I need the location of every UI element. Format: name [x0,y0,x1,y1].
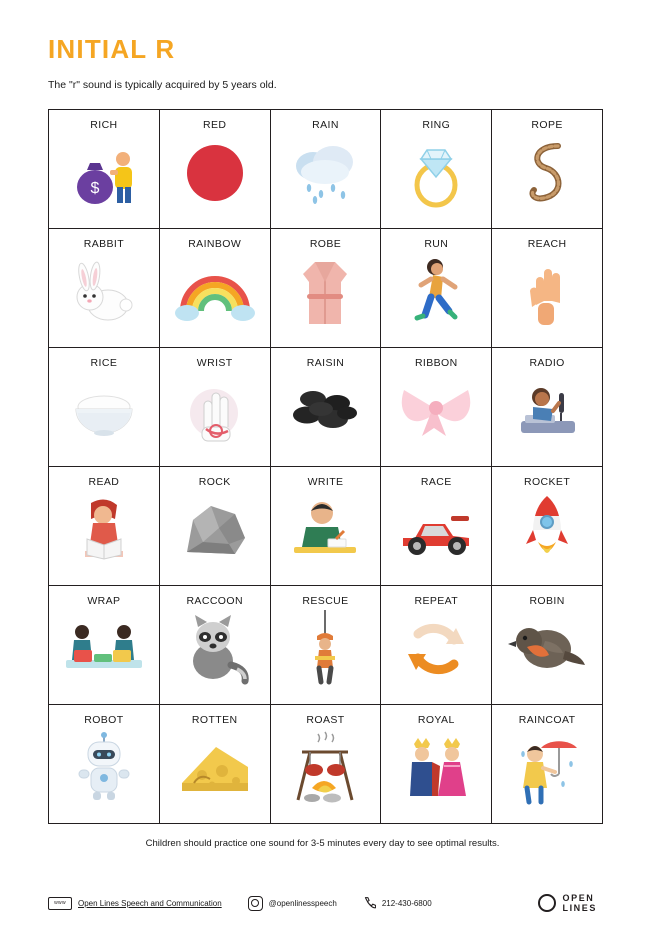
logo-circle-icon [538,894,556,912]
race-car-icon [381,488,491,572]
word-label: RESCUE [302,595,349,607]
table-row [49,348,603,467]
ribbon-bow-icon [381,369,491,453]
word-label: ROYAL [417,714,455,726]
rocket-icon [492,488,602,572]
grid-cell-race[interactable] [381,467,492,586]
svg-text:$: $ [90,180,100,197]
grid-cell-rotten[interactable] [159,705,270,824]
footer [48,893,597,913]
running-person-icon [381,250,491,334]
raincoat-child-icon [492,726,602,810]
gift-wrapping-icon [49,607,159,691]
word-label: REPEAT [414,595,459,607]
raccoon-icon [160,607,270,691]
grid-cell-write[interactable] [270,467,381,586]
rotten-cheese-icon [160,726,270,810]
table-row [49,586,603,705]
word-label: RACCOON [186,595,243,607]
grid-cell-run[interactable] [381,229,492,348]
grid-cell-rich[interactable] [49,110,160,229]
word-label: ROBIN [529,595,565,607]
grid-cell-wrist[interactable] [159,348,270,467]
grid-cell-rock[interactable] [159,467,270,586]
word-label: RICH [90,119,118,131]
logo-wordmark [562,893,597,913]
word-label: ROAST [306,714,345,726]
grid-cell-wrap[interactable] [49,586,160,705]
rainbow-icon [160,250,270,334]
word-label: RACE [420,476,452,488]
table-row [49,467,603,586]
website-contact[interactable] [48,897,222,910]
grid-cell-robin[interactable] [492,586,603,705]
phone-contact[interactable] [363,896,432,911]
grid-cell-radio[interactable] [492,348,603,467]
radio-broadcaster-icon [492,369,602,453]
roast-campfire-icon [271,726,381,810]
red-circle-icon [160,131,270,215]
word-label: RAINCOAT [518,714,576,726]
grid-cell-rice[interactable] [49,348,160,467]
word-label: RED [203,119,227,131]
diamond-ring-icon [381,131,491,215]
phone-number: 212-430-6800 [381,898,432,908]
word-label: REACH [527,238,567,250]
instagram-handle: @openlinesspeech [268,898,337,908]
grid-cell-raincoat[interactable] [492,705,603,824]
word-label: RAISIN [306,357,345,369]
grid-cell-robot[interactable] [49,705,160,824]
wrist-icon [160,369,270,453]
royal-couple-icon [381,726,491,810]
www-icon: www [48,897,72,910]
page-subtitle: The "r" sound is typically acquired by 5 years old. [48,79,277,91]
rabbit-icon [49,250,159,334]
logo-line-1: OPEN [562,893,595,903]
grid-cell-rocket[interactable] [492,467,603,586]
word-label: RAINBOW [188,238,242,250]
website-label: Open Lines Speech and Communication [78,898,222,908]
robin-bird-icon [492,607,602,691]
word-label: RING [422,119,451,131]
grid-cell-rain[interactable] [270,110,381,229]
word-grid [48,109,603,824]
grid-cell-rabbit[interactable] [49,229,160,348]
rescue-worker-icon [271,607,381,691]
page-title: INITIAL R [48,34,176,64]
rock-icon [160,488,270,572]
open-lines-logo [538,893,597,913]
practice-footnote: Children should practice one sound for 3-5 minutes every day to see optimal results. [145,838,500,849]
grid-cell-rainbow[interactable] [159,229,270,348]
reading-child-icon [49,488,159,572]
word-label: RIBBON [414,357,458,369]
grid-cell-repeat[interactable] [381,586,492,705]
logo-line-2: LINES [562,903,597,913]
rope-icon [492,131,602,215]
word-label: RICE [90,357,118,369]
grid-cell-ribbon[interactable] [381,348,492,467]
instagram-icon [248,896,263,911]
robot-icon [49,726,159,810]
robe-icon [271,250,381,334]
word-label: ROBE [309,238,342,250]
grid-cell-roast[interactable] [270,705,381,824]
table-row [49,229,603,348]
grid-cell-red[interactable] [159,110,270,229]
grid-cell-rescue[interactable] [270,586,381,705]
word-label: RAIN [312,119,339,131]
grid-cell-raccoon[interactable] [159,586,270,705]
grid-cell-ring[interactable] [381,110,492,229]
money-bag-icon [49,131,159,215]
grid-cell-read[interactable] [49,467,160,586]
word-label: ROCK [198,476,231,488]
grid-cell-raisin[interactable] [270,348,381,467]
grid-cell-robe[interactable] [270,229,381,348]
phone-icon [363,896,376,911]
grid-cell-royal[interactable] [381,705,492,824]
word-label: RADIO [529,357,565,369]
rain-cloud-icon [271,131,381,215]
repeat-arrows-icon [381,607,491,691]
word-label: ROCKET [524,476,571,488]
table-row [49,110,603,229]
word-label: ROPE [531,119,563,131]
word-label: ROBOT [84,714,124,726]
table-row [49,705,603,824]
word-label: WRIST [196,357,233,369]
word-label: WRITE [307,476,344,488]
word-label: RABBIT [83,238,125,250]
reaching-hand-icon [492,250,602,334]
word-label: READ [88,476,120,488]
writing-child-icon [271,488,381,572]
grid-cell-rope[interactable] [492,110,603,229]
grid-cell-reach[interactable] [492,229,603,348]
instagram-contact[interactable] [248,896,337,911]
raisins-icon [271,369,381,453]
word-label: WRAP [87,595,121,607]
rice-bowl-icon [49,369,159,453]
word-label: RUN [424,238,449,250]
word-label: ROTTEN [191,714,238,726]
